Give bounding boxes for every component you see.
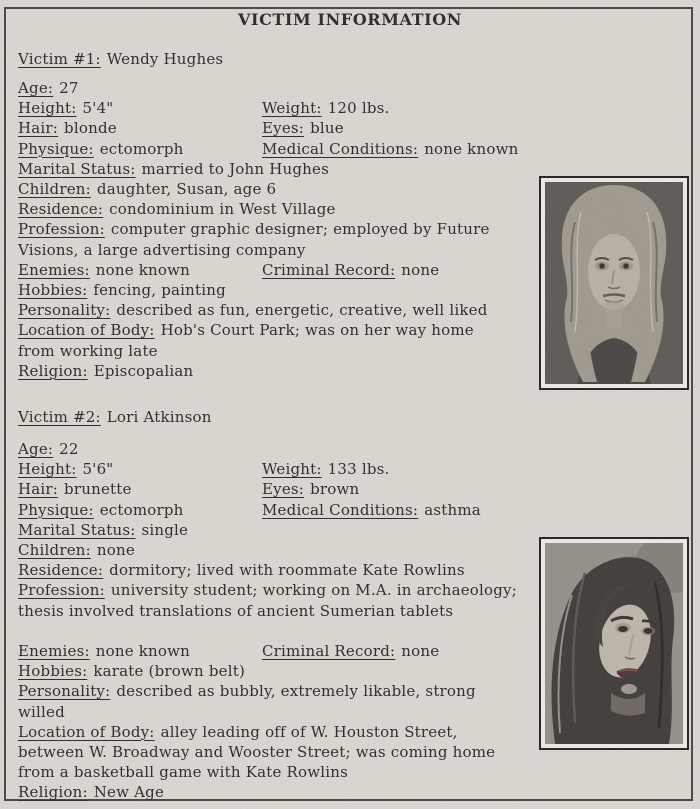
field-label-religion: Religion: xyxy=(18,361,88,380)
field-value-residence: condominium in West Village xyxy=(109,200,336,219)
field-label-age: Age: xyxy=(18,79,54,97)
field-value-weight: 120 lbs. xyxy=(327,99,390,118)
victim-1-name: Wendy Hughes xyxy=(106,50,224,68)
victim-1-fields xyxy=(18,78,542,381)
field-row-enemies-criminal xyxy=(18,641,542,661)
field-value-eyes: blue xyxy=(310,119,344,138)
field-value-enemies: none known xyxy=(95,642,191,661)
field-value-personality: described as bubbly, extremely likable, strong willed xyxy=(18,682,476,721)
field-value-height: 5'6" xyxy=(82,460,114,479)
field-label-personality: Personality: xyxy=(18,301,111,320)
field-value-marital: married to John Hughes xyxy=(141,159,329,178)
field-label-enemies: Enemies: xyxy=(18,642,90,661)
field-label-location: Location of Body: xyxy=(18,722,155,741)
field-value-profession: computer graphic designer; employed by Future Visions, a large advertising company xyxy=(18,220,490,259)
field-value-religion: New Age xyxy=(93,783,165,802)
field-row-physique-medical xyxy=(18,500,542,520)
field-row-height-weight xyxy=(18,98,542,118)
field-value-residence: dormitory; lived with roommate Kate Rowlins xyxy=(109,561,465,580)
field-label-criminal: Criminal Record: xyxy=(262,642,396,661)
field-label-residence: Residence: xyxy=(18,200,104,219)
field-row-hobbies xyxy=(18,280,542,300)
field-row-hair-eyes xyxy=(18,118,542,138)
field-row-age xyxy=(18,78,542,98)
field-label-weight: Weight: xyxy=(262,460,322,479)
field-row-children xyxy=(18,179,542,199)
field-label-marital: Marital Status: xyxy=(18,520,136,539)
field-value-age: 22 xyxy=(59,440,79,458)
field-value-hobbies: karate (brown belt) xyxy=(93,662,246,681)
field-row-location xyxy=(18,722,506,783)
field-value-children: none xyxy=(96,541,135,560)
field-row-physique-medical xyxy=(18,139,542,159)
field-value-criminal: none xyxy=(401,260,440,279)
field-value-physique: ectomorph xyxy=(99,139,184,158)
field-label-age: Age: xyxy=(18,440,54,458)
victim-2-header xyxy=(18,407,212,427)
field-value-medical: asthma xyxy=(424,500,481,519)
field-row-religion xyxy=(18,361,542,381)
field-label-personality: Personality: xyxy=(18,682,111,701)
field-label-enemies: Enemies: xyxy=(18,260,90,279)
victim-2-portrait xyxy=(539,537,689,750)
field-label-medical: Medical Conditions: xyxy=(262,139,419,158)
field-label-hair: Hair: xyxy=(18,119,59,138)
field-label-residence: Residence: xyxy=(18,561,104,580)
field-label-profession: Profession: xyxy=(18,581,105,600)
field-value-physique: ectomorph xyxy=(99,500,184,519)
field-value-children: daughter, Susan, age 6 xyxy=(96,180,277,199)
field-row-residence xyxy=(18,199,542,219)
field-label-medical: Medical Conditions: xyxy=(262,500,419,519)
field-label-children: Children: xyxy=(18,180,91,199)
field-label-height: Height: xyxy=(18,460,77,479)
victim-2-header-label: Victim #2: xyxy=(18,408,101,426)
field-row-profession xyxy=(18,580,533,641)
field-row-location xyxy=(18,320,498,360)
field-label-eyes: Eyes: xyxy=(262,119,305,138)
field-row-age xyxy=(18,439,542,459)
field-label-hobbies: Hobbies: xyxy=(18,281,88,300)
field-value-enemies: none known xyxy=(95,260,191,279)
page-title: VICTIM INFORMATION xyxy=(237,10,462,29)
field-value-location: alley leading off of W. Houston Street, between W. Broadway and Wooster Street; was coming home from a basketball game with Kate Rowlins xyxy=(18,722,496,782)
field-label-height: Height: xyxy=(18,99,77,118)
field-value-criminal: none xyxy=(401,642,440,661)
field-label-hair: Hair: xyxy=(18,480,59,499)
field-row-personality xyxy=(18,300,542,320)
field-row-religion xyxy=(18,782,542,802)
field-label-physique: Physique: xyxy=(18,139,94,158)
field-row-enemies-criminal xyxy=(18,260,542,280)
field-row-profession xyxy=(18,219,523,259)
field-value-profession: university student; working on M.A. in archaeology; thesis involved translations of ancient Sumerian tablets xyxy=(18,581,517,620)
field-row-marital xyxy=(18,520,542,540)
field-value-hair: blonde xyxy=(64,119,117,138)
victim-1-portrait xyxy=(539,176,689,390)
victim-1-header-label: Victim #1: xyxy=(18,50,101,68)
field-row-personality xyxy=(18,681,523,721)
field-row-children xyxy=(18,540,542,560)
field-value-location: Hob's Court Park; was on her way home from working late xyxy=(18,321,474,360)
field-row-hair-eyes xyxy=(18,479,542,499)
field-label-weight: Weight: xyxy=(262,99,322,118)
field-value-height: 5'4" xyxy=(82,99,114,118)
field-value-eyes: brown xyxy=(310,480,360,499)
field-label-profession: Profession: xyxy=(18,220,105,239)
field-row-height-weight xyxy=(18,459,542,479)
field-label-children: Children: xyxy=(18,541,91,560)
field-label-eyes: Eyes: xyxy=(262,480,305,499)
field-value-religion: Episcopalian xyxy=(93,361,194,380)
field-label-criminal: Criminal Record: xyxy=(262,260,396,279)
field-value-weight: 133 lbs. xyxy=(327,460,390,479)
field-label-hobbies: Hobbies: xyxy=(18,662,88,681)
field-value-age: 27 xyxy=(59,79,79,97)
field-label-location: Location of Body: xyxy=(18,321,155,340)
victim-1-header xyxy=(18,49,223,69)
victim-2-name: Lori Atkinson xyxy=(106,408,212,426)
field-value-hair: brunette xyxy=(64,480,132,499)
field-label-marital: Marital Status: xyxy=(18,159,136,178)
field-value-marital: single xyxy=(141,520,189,539)
field-value-personality: described as fun, energetic, creative, well liked xyxy=(116,301,488,320)
field-row-hobbies xyxy=(18,661,542,681)
field-label-religion: Religion: xyxy=(18,783,88,802)
field-row-marital xyxy=(18,159,542,179)
victim-2-portrait-image xyxy=(545,543,683,744)
field-value-hobbies: fencing, painting xyxy=(93,281,226,300)
field-row-residence xyxy=(18,560,542,580)
field-value-medical: none known xyxy=(424,139,519,158)
victim-2-fields xyxy=(18,439,542,803)
victim-1-portrait-image xyxy=(545,182,683,384)
field-label-physique: Physique: xyxy=(18,500,94,519)
